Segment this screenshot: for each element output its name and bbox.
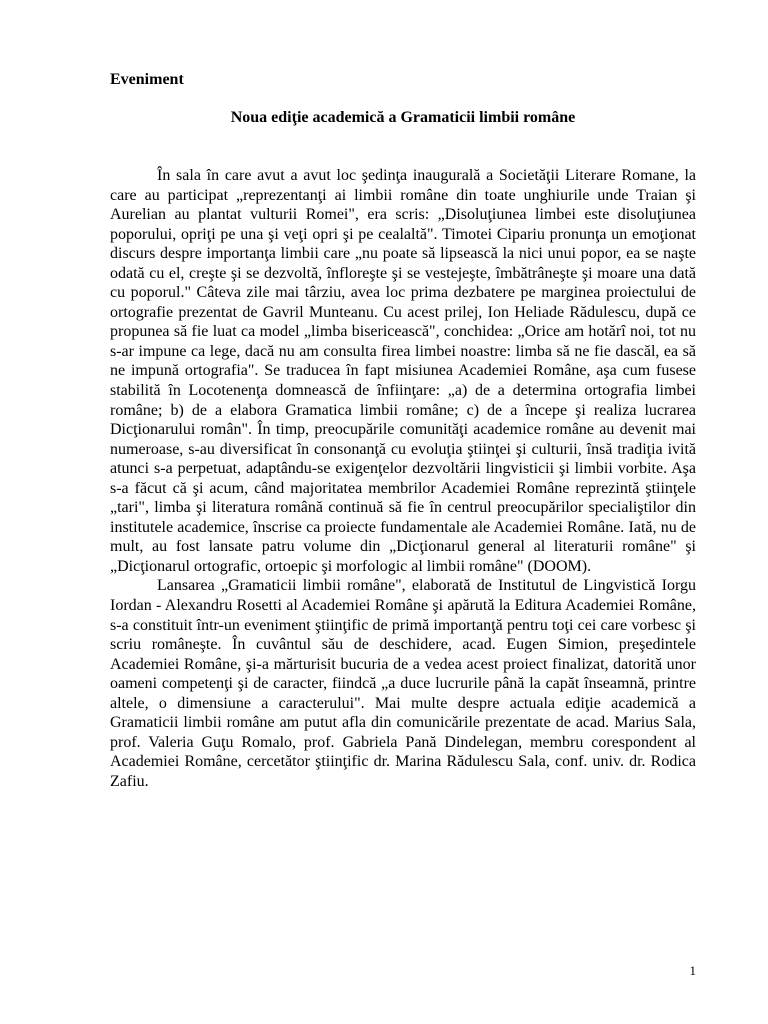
paragraph: În sala în care avut a avut loc şedinţa inaugurală a Societăţii Literare Romane, la care au participat „reprezentanţi ai limbii române din toate unghiurile unde Traian şi Aurelian au plantat vulturii Romei", era scris: „Disoluţiunea limbei este disoluţiunea poporului, opriţi pe una şi veţi opri şi pe cealaltă". Timotei Cipariu pronunţa un emoţionat discurs despre importanţa limbii care „nu poate să lipsească la nici unui popor, ea se naşte odată cu el, creşte şi se dezvoltă, înfloreşte şi se vestejeşte, îmbătrâneşte şi moare una dată cu poporul." Câteva zile mai târziu, avea loc prima dezbatere pe marginea proiectului de ortografie prezentat de Gavril Munteanu. Cu acest prilej, Ion Heliade Rădulescu, după ce propunea să fie luat ca model „limba bisericească", conchidea: „Orice am hotărî noi, tot nu s-ar impune ca lege, dacă nu am consulta firea limbei noastre: limba să ne fie dascăl, ea să ne impună ortografia". Se traducea în fapt misiunea Academiei Române, aşa cum fusese stabilită în Locotenenţa domnească de înfiinţare: „a) de a determina ortografia limbei române; b) de a elabora Gramatica limbii române; c) de a începe şi realiza lucrarea Dicţionarului român". În timp, preocupările comunităţi academice române au devenit mai numeroase, s-au diversificat în consonanţă cu evoluţia ştiinţei şi culturii, însă tradiţia ivită atunci s-a perpetuat, adaptându-se exigenţelor dezvoltării lingvisticii şi limbii vorbite. Aşa s-a făcut că şi acum, când majoritatea membrilor Academiei Române reprezintă ştiinţele „tari", limba şi literatura română continuă să fie în centrul preocupărilor specialiştilor din institutele academice, înscrise ca proiecte fundamentale ale Academiei Române. Iată, nu de mult, au fost lansate patru volume din „Dicţionarul general al literaturii române" şi „Dicţionarul ortografic, ortoepic şi morfologic al limbii române" (DOOM).	[110, 167, 696, 575]
article-title: Noua ediţie academică a Gramaticii limbii române	[230, 109, 576, 126]
paragraph: Lansarea „Gramaticii limbii române", elaborată de Institutul de Lingvistică Iorgu Iordan - Alexandru Rosetti al Academiei Române şi apărută la Editura Academiei Române, s-a constituit într-un eveniment ştiinţific de primă importanţă pentru toţi cei care vorbesc şi scriu româneşte. În cuvântul său de deschidere, acad. Eugen Simion, preşedintele Academiei Române, şi-a mărturisit bucuria de a vedea acest proiect finalizat, datorită unor oameni competenţi şi de caracter, fiindcă „a duce lucrurile până la capăt înseamnă, printre altele, o dimensiune a caracterului". Mai multe despre actuala ediţie academică a Gramaticii limbii române am putut afla din comunicările prezentate de acad. Marius Sala, prof. Valeria Guţu Romalo, prof. Gabriela Pană Dindelegan, membru corespondent al Academiei Române, cercetător ştiinţific dr. Marina Rădulescu Sala, conf. univ. dr. Rodica Zafiu.	[110, 577, 696, 790]
page-number: 1	[689, 963, 696, 978]
section-label: Eveniment	[110, 71, 184, 88]
article-body	[110, 166, 696, 792]
